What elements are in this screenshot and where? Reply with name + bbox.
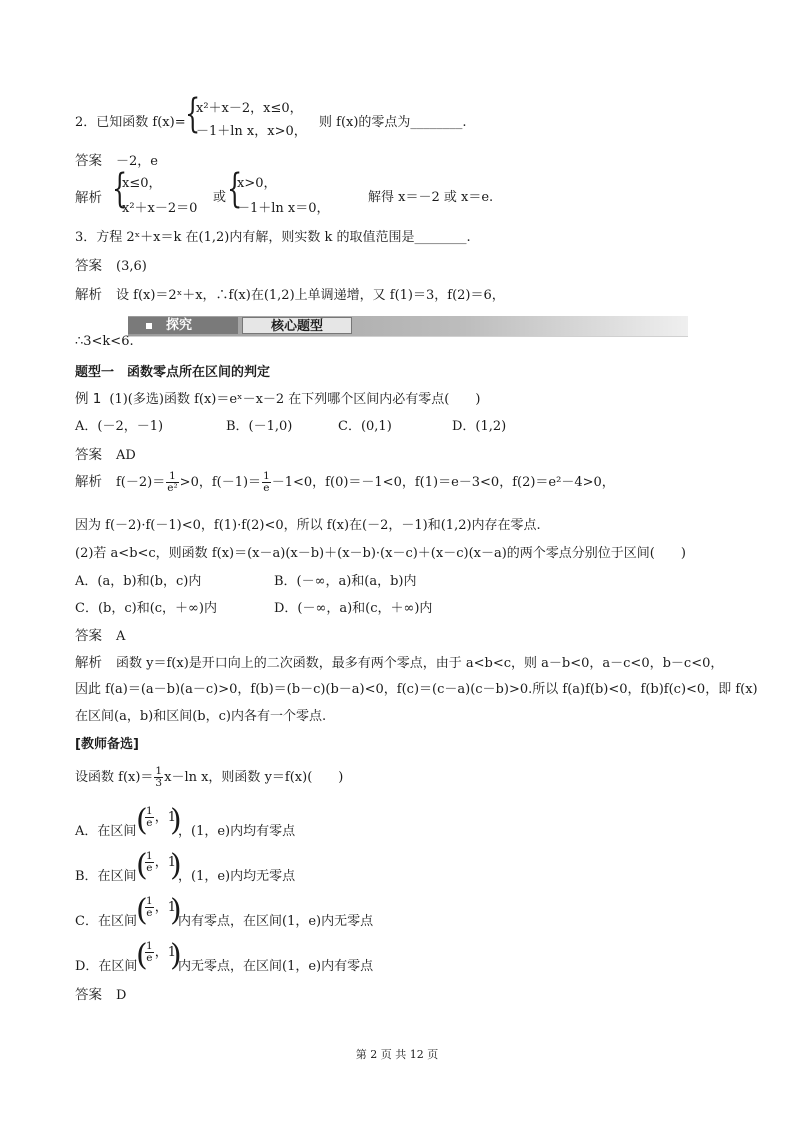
fraction-numerator: 1 <box>146 805 153 817</box>
fraction-numerator: 1 <box>146 895 153 907</box>
q2-case2: －1＋ln x，x>0， <box>196 124 307 139</box>
answer-label: 答案 <box>75 987 102 1003</box>
interval-right-end: ，1 <box>154 945 176 960</box>
q2-sys1-line1: x≤0， <box>122 176 162 191</box>
ex1-analysis-line1 <box>75 470 615 494</box>
ex1-part2-opt-b: B．(－∞，a)和(a，b)内 <box>274 574 417 589</box>
fraction-denominator: e² <box>167 482 178 494</box>
right-bracket: ) <box>170 803 182 838</box>
q2-case1: x²＋x－2，x≤0， <box>196 101 303 116</box>
ex1-part2-analysis-line2: 因此 f(a)＝(a－b)(a－c)>0，f(b)＝(b－c)(b－a)<0，f(c)＝(c－a)(c－b)>0.所以 f(a)f(b)<0，f(b)f(c)<0，即 f(x) <box>75 682 758 697</box>
fraction-denominator: e <box>146 817 153 829</box>
q2-result: 解得 x＝－2 或 x＝e. <box>368 190 494 205</box>
ex1-analysis-line2: 因为 f(－2)·f(－1)<0，f(1)·f(2)<0，所以 f(x)在(－2，－1)和(1,2)内存在零点. <box>75 518 541 533</box>
right-bracket: ) <box>170 893 182 928</box>
q2-sys1-line2: x²＋x－2＝0 <box>122 201 198 216</box>
answer-label: 答案 <box>75 153 102 169</box>
teacher-opt-d-pre: D．在区间 <box>75 959 138 974</box>
teacher-title: [教师备选] <box>75 737 139 752</box>
fraction <box>145 941 154 964</box>
analysis-text: 函数 y＝f(x)是开口向上的二次函数，最多有两个零点，由于 a<b<c，则 a－b<0，a－c<0，b－c<0， <box>116 656 724 671</box>
q3-analysis <box>75 283 505 303</box>
fraction <box>154 766 163 789</box>
interval-right-end: ，1 <box>154 900 176 915</box>
answer-label: 答案 <box>75 628 102 644</box>
fraction-numerator: 1 <box>155 765 163 777</box>
q2-prefix: 2．已知函数 f(x)= <box>75 115 186 130</box>
fraction-numerator: 1 <box>263 470 270 482</box>
q2-sys1-brace: { <box>112 166 128 212</box>
analysis-part: －1<0，f(0)＝－1<0，f(1)＝e－3<0，f(2)＝e²－4>0， <box>271 475 615 490</box>
answer-text: AD <box>116 448 136 463</box>
teacher-question <box>75 766 343 789</box>
analysis-part: >0，f(－1)＝ <box>179 475 262 490</box>
type1-title: 题型一 函数零点所在区间的判定 <box>75 365 271 380</box>
fraction-denominator: e <box>146 907 153 919</box>
fraction-denominator: 3 <box>155 777 163 789</box>
banner-explore-text: 探究 <box>166 318 193 333</box>
analysis-part: f(－2)＝ <box>116 475 166 490</box>
ex1-opt-d: D．(1,2) <box>452 419 507 434</box>
answer-text: (3,6) <box>116 259 147 274</box>
fraction-numerator: 1 <box>146 850 153 862</box>
question-part: x－ln x，则函数 y＝f(x)( ) <box>164 770 344 785</box>
fraction <box>145 806 154 829</box>
teacher-opt-b-post: ，(1，e)内均无零点 <box>178 869 296 884</box>
fraction-numerator: 1 <box>166 471 178 483</box>
ex1-text: (1)(多选)函数 f(x)＝eˣ－x－2 在下列哪个区间内必有零点( ) <box>109 392 481 407</box>
ex1-opt-b: B．(－1,0) <box>226 419 293 434</box>
analysis-label: 解析 <box>75 190 102 206</box>
ex1-question <box>75 387 480 407</box>
ex1-part2-analysis-line3: 在区间(a，b)和区间(b，c)内各有一个零点. <box>75 709 327 724</box>
ex1-opt-c: C．(0,1) <box>338 419 392 434</box>
q2-analysis-label <box>75 186 116 206</box>
banner-core: 核心题型 <box>242 317 352 334</box>
ex1-opt-a: A．(－2，－1) <box>75 419 164 434</box>
analysis-label: 解析 <box>75 474 102 490</box>
fraction-denominator: e <box>263 482 270 494</box>
q2-brace: { <box>185 91 201 137</box>
q2-sys2-line1: x>0， <box>237 176 277 191</box>
banner-explore <box>128 317 238 334</box>
left-bracket: ( <box>136 848 148 883</box>
q3-answer <box>75 254 147 274</box>
interval-right-end: ，1 <box>154 810 176 825</box>
example-label: 例 1 <box>75 391 102 407</box>
ex1-part2-opt-d: D．(－∞，a)和(c，＋∞)内 <box>274 601 433 616</box>
answer-text: A <box>116 629 126 644</box>
q3-conclusion: ∴3<k<6. <box>75 334 134 349</box>
fraction <box>262 471 271 494</box>
section-banner <box>128 316 688 337</box>
fraction-denominator: e <box>146 862 153 874</box>
analysis-label: 解析 <box>75 287 102 303</box>
page-number: 第 2 页 共 12 页 <box>355 1048 439 1061</box>
answer-text: D <box>116 988 127 1003</box>
ex1-part2-opt-a: A．(a，b)和(b，c)内 <box>75 574 202 589</box>
square-bullet-icon <box>146 323 152 329</box>
fraction <box>166 471 178 494</box>
ex1-part2-analysis-line1 <box>75 651 723 671</box>
ex1-part2-opt-c: C．(b，c)和(c，＋∞)内 <box>75 601 217 616</box>
answer-text: －2，e <box>116 154 158 169</box>
q3-text: 3．方程 2ˣ＋x＝k 在(1,2)内有解，则实数 k 的取值范围是________. <box>75 230 471 245</box>
fraction-numerator: 1 <box>146 940 153 952</box>
ex1-part2-answer <box>75 624 125 644</box>
teacher-opt-c-pre: C．在区间 <box>75 914 137 929</box>
left-bracket: ( <box>136 893 148 928</box>
ex1-part2-text: (2)若 a<b<c，则函数 f(x)＝(x－a)(x－b)＋(x－b)·(x－c)＋(x－c)(x－a)的两个零点分别位于区间( ) <box>75 546 686 561</box>
interval-right-end: ，1 <box>154 855 176 870</box>
teacher-opt-a-post: ，(1，e)内均有零点 <box>178 824 296 839</box>
answer-label: 答案 <box>75 258 102 274</box>
q2-sys2-brace: { <box>227 166 243 212</box>
teacher-opt-b-pre: B．在区间 <box>75 869 137 884</box>
question-part: 设函数 f(x)＝ <box>75 770 154 785</box>
analysis-label: 解析 <box>75 655 102 671</box>
fraction <box>145 896 154 919</box>
left-bracket: ( <box>136 803 148 838</box>
right-bracket: ) <box>170 848 182 883</box>
right-bracket: ) <box>170 938 182 973</box>
ex1-answer <box>75 443 136 463</box>
fraction <box>145 851 154 874</box>
q2-or: 或 <box>213 190 227 205</box>
left-bracket: ( <box>136 938 148 973</box>
teacher-opt-d-post: 内无零点，在区间(1，e)内有零点 <box>178 959 374 974</box>
analysis-text: 设 f(x)＝2ˣ＋x，∴f(x)在(1,2)上单调递增，又 f(1)＝3，f(2)＝6， <box>116 288 505 303</box>
q2-suffix: 则 f(x)的零点为________. <box>319 115 467 130</box>
teacher-answer <box>75 983 126 1003</box>
teacher-opt-c-post: 内有零点，在区间(1，e)内无零点 <box>178 914 374 929</box>
q2-sys2-line2: －1＋ln x＝0， <box>237 201 330 216</box>
teacher-opt-a-pre: A．在区间 <box>75 824 137 839</box>
answer-label: 答案 <box>75 447 102 463</box>
fraction-denominator: e <box>146 952 153 964</box>
